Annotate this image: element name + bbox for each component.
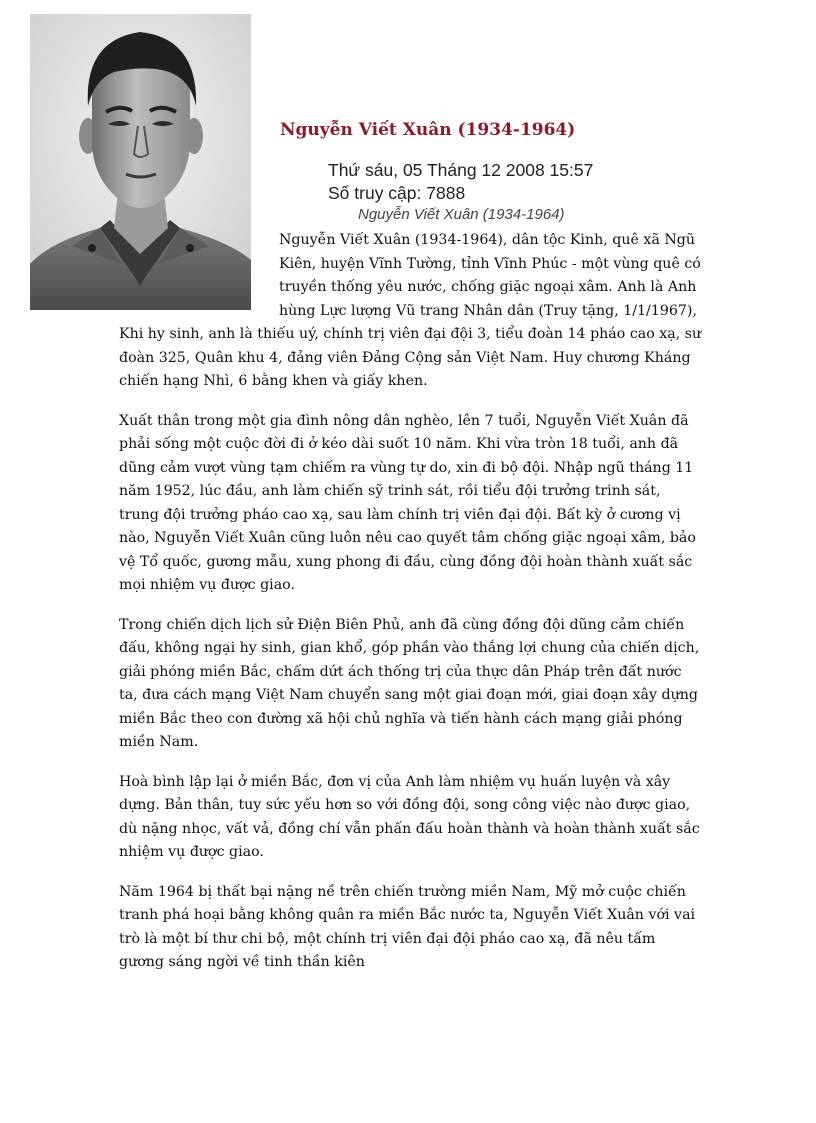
- intro-block: [119, 229, 704, 394]
- paragraph-1964: Năm 1964 bị thất bại nặng nề trên chiến trường miền Nam, Mỹ mở cuộc chiến tranh phá hoại bằng không quân ra miền Bắc nước ta, Nguyễn Viết Xuân với vai trò là một bí thư chi bộ, một chính trị viên đại đội pháo cao xạ, đã nêu tấm gương sáng ngời về tinh thần kiên: [119, 883, 696, 970]
- post-date: Thứ sáu, 05 Tháng 12 2008 15:57: [328, 160, 594, 180]
- article-title: Nguyễn Viết Xuân (1934-1964): [280, 120, 576, 140]
- paragraph-background: Xuất thân trong một gia đình nông dân nghèo, lên 7 tuổi, Nguyễn Viết Xuân đã phải sống một cuộc đời đi ở kéo dài suốt 10 năm. Khi vừa tròn 18 tuổi, anh đã dũng cảm vượt vùng tạm chiếm ra vùng tự do, xin đi bộ đội. Nhập ngũ tháng 11 năm 1952, lúc đầu, anh làm chiến sỹ trinh sát, rồi tiểu đội trưởng trinh sát, trung đội trưởng pháo cao xạ, sau làm chính trị viên đại đội. Bất kỳ ở cương vị nào, Nguyễn Viết Xuân cũng luôn nêu cao quyết tâm chống giặc ngoại xâm, bảo vệ Tổ quốc, gương mẫu, xung phong đi đầu, cùng đồng đội hoàn thành xuất sắc mọi nhiệm vụ được giao.: [119, 412, 696, 593]
- photo-caption: Nguyễn Viết Xuân (1934-1964): [358, 206, 565, 223]
- paragraph-intro: Nguyễn Viết Xuân (1934-1964), dân tộc Kinh, quê xã Ngũ Kiên, huyện Vĩnh Tường, tỉnh Vĩnh Phúc - một vùng quê có truyền thống yêu nước, chống giặc ngoại xâm. Anh là Anh hùng Lực lượng Vũ trang Nhân dân (Truy tặng, 1/1/1967), Khi hy sinh, anh là thiếu uý, chính trị viên đại đội 3, tiểu đoàn 14 pháo cao xạ, sư đoàn 325, Quân khu 4, đảng viên Đảng Cộng sản Việt Nam. Huy chương Kháng chiến hạng Nhì, 6 bằng khen và giấy khen.: [119, 232, 702, 389]
- photo-wrap-spacer: [119, 229, 279, 323]
- article-body: [119, 229, 704, 991]
- view-count: Số truy cập: 7888: [328, 183, 466, 203]
- paragraph-dien-bien-phu: Trong chiến dịch lịch sử Điện Biên Phủ, anh đã cùng đồng đội dũng cảm chiến đấu, không ngại hy sinh, gian khổ, góp phần vào thắng lợi chung của chiến dịch, giải phóng miền Bắc, chấm dứt ách thống trị của thực dân Pháp trên đất nước ta, đưa cách mạng Việt Nam chuyển sang một giai đoạn mới, giai đoạn xây dựng miền Bắc theo con đường xã hội chủ nghĩa và tiến hành cách mạng giải phóng miền Nam.: [119, 616, 700, 750]
- paragraph-peace-time: Hoà bình lập lại ở miền Bắc, đơn vị của Anh làm nhiệm vụ huấn luyện và xây dựng. Bản thân, tuy sức yếu hơn so với đồng đội, song công việc nào được giao, dù nặng nhọc, vất vả, đồng chí vẫn phấn đấu hoàn thành và hoàn thành xuất sắc nhiệm vụ được giao.: [119, 773, 700, 860]
